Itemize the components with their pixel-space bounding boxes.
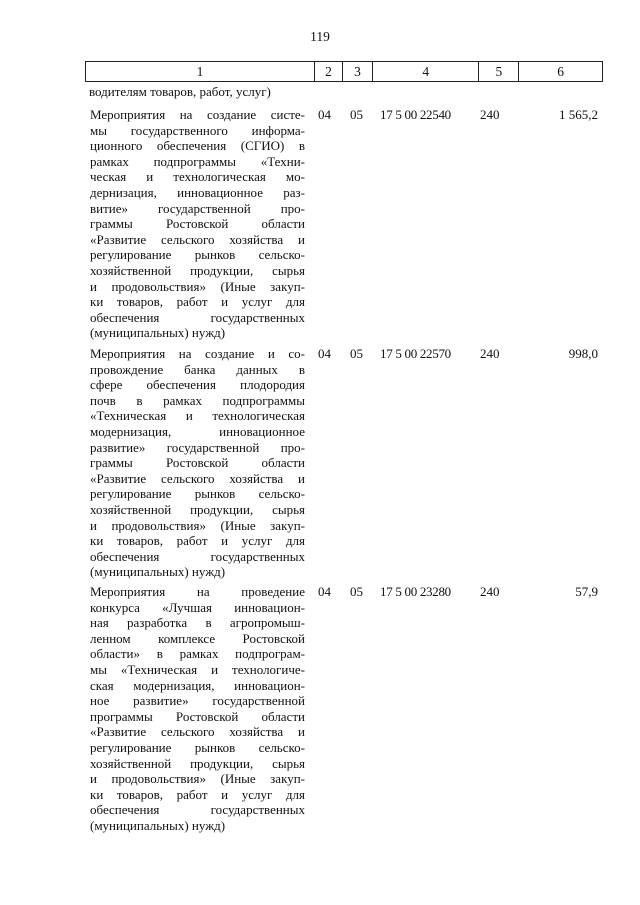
subsection-code: 05 <box>350 346 363 361</box>
row-description <box>90 346 305 580</box>
amount-value: 1 565,2 <box>559 107 598 122</box>
column-header-4: 4 <box>373 62 480 81</box>
row-description <box>90 584 305 834</box>
description-line: хозяйственной продукции, сырья <box>90 262 305 278</box>
description-line: модернизация, инновационное <box>90 423 305 439</box>
description-line: граммы Ростовской области <box>90 216 305 232</box>
description-line: «Развитие сельского хозяйства и <box>90 724 305 740</box>
row-description <box>90 107 305 341</box>
column-header-3: 3 <box>343 62 373 81</box>
description-line: Мероприятия на создание систе- <box>90 107 305 122</box>
description-line: граммы Ростовской области <box>90 455 305 471</box>
description-line: (муниципальных) нужд) <box>90 564 226 580</box>
continuation-text: водителям товаров, работ, услуг) <box>89 84 271 99</box>
description-line: (муниципальных) нужд) <box>90 817 226 833</box>
amount-value: 998,0 <box>568 346 598 361</box>
description-line: и продовольствия» (Иные закуп- <box>90 771 305 787</box>
description-line: ционного обеспечения (СГИО) в <box>90 138 305 154</box>
description-line: обеспечения государственных <box>90 802 305 818</box>
column-header-1: 1 <box>86 62 315 81</box>
description-line: регулирование рынков сельско- <box>90 739 305 755</box>
description-line: ческая и технологическая мо- <box>90 169 305 185</box>
description-line: мы государственного информа- <box>90 122 305 138</box>
section-code: 04 <box>318 346 331 361</box>
subsection-code: 05 <box>350 107 363 122</box>
description-line: рамках подпрограммы «Техни- <box>90 153 305 169</box>
table-header-row <box>85 61 603 82</box>
description-line: обеспечения государственных <box>90 309 305 325</box>
description-line: провождение банка данных в <box>90 361 305 377</box>
description-line: «Техническая и технологическая <box>90 408 305 424</box>
description-line: ная разработка в агропромыш- <box>90 615 305 631</box>
description-line: ленном комплексе Ростовской <box>90 630 305 646</box>
description-line: и продовольствия» (Иные закуп- <box>90 278 305 294</box>
section-code: 04 <box>318 584 331 599</box>
description-line: дернизация, инновационное раз- <box>90 184 305 200</box>
description-line: ное развитие» государственной <box>90 693 305 709</box>
description-line: «Развитие сельского хозяйства и <box>90 470 305 486</box>
description-line: ки товаров, работ и услуг для <box>90 533 305 549</box>
description-line: Мероприятия на создание и со- <box>90 346 305 361</box>
description-line: ки товаров, работ и услуг для <box>90 786 305 802</box>
description-line: программы Ростовской области <box>90 708 305 724</box>
description-line: ки товаров, работ и услуг для <box>90 294 305 310</box>
description-line: Мероприятия на проведение <box>90 584 305 599</box>
description-line: мы «Техническая и технологиче- <box>90 661 305 677</box>
target-article-code: 17 5 00 22540 <box>380 107 451 122</box>
column-header-5: 5 <box>479 62 519 81</box>
target-article-code: 17 5 00 23280 <box>380 584 451 599</box>
description-line: (муниципальных) нужд) <box>90 325 226 341</box>
expense-type-code: 240 <box>480 107 500 122</box>
expense-type-code: 240 <box>480 346 500 361</box>
description-line: «Развитие сельского хозяйства и <box>90 231 305 247</box>
expense-type-code: 240 <box>480 584 500 599</box>
description-line: хозяйственной продукции, сырья <box>90 755 305 771</box>
amount-value: 57,9 <box>575 584 598 599</box>
column-header-6: 6 <box>557 64 565 79</box>
description-line: регулирование рынков сельско- <box>90 247 305 263</box>
description-line: конкурса «Лучшая инновацион- <box>90 599 305 615</box>
column-header-2: 2 <box>315 62 343 81</box>
description-line: хозяйственной продукции, сырья <box>90 501 305 517</box>
description-line: сфере обеспечения плодородия <box>90 377 305 393</box>
description-line: витие» государственной про- <box>90 200 305 216</box>
description-line: ская модернизация, инновацион- <box>90 677 305 693</box>
description-line: обеспечения государственных <box>90 548 305 564</box>
description-line: регулирование рынков сельско- <box>90 486 305 502</box>
description-line: развитие» государственной про- <box>90 439 305 455</box>
subsection-code: 05 <box>350 584 363 599</box>
description-line: области» в рамках подпрограм- <box>90 646 305 662</box>
page-number: 119 <box>310 29 330 44</box>
section-code: 04 <box>318 107 331 122</box>
description-line: и продовольствия» (Иные закуп- <box>90 517 305 533</box>
target-article-code: 17 5 00 22570 <box>380 346 451 361</box>
description-line: почв в рамках подпрограммы <box>90 392 305 408</box>
